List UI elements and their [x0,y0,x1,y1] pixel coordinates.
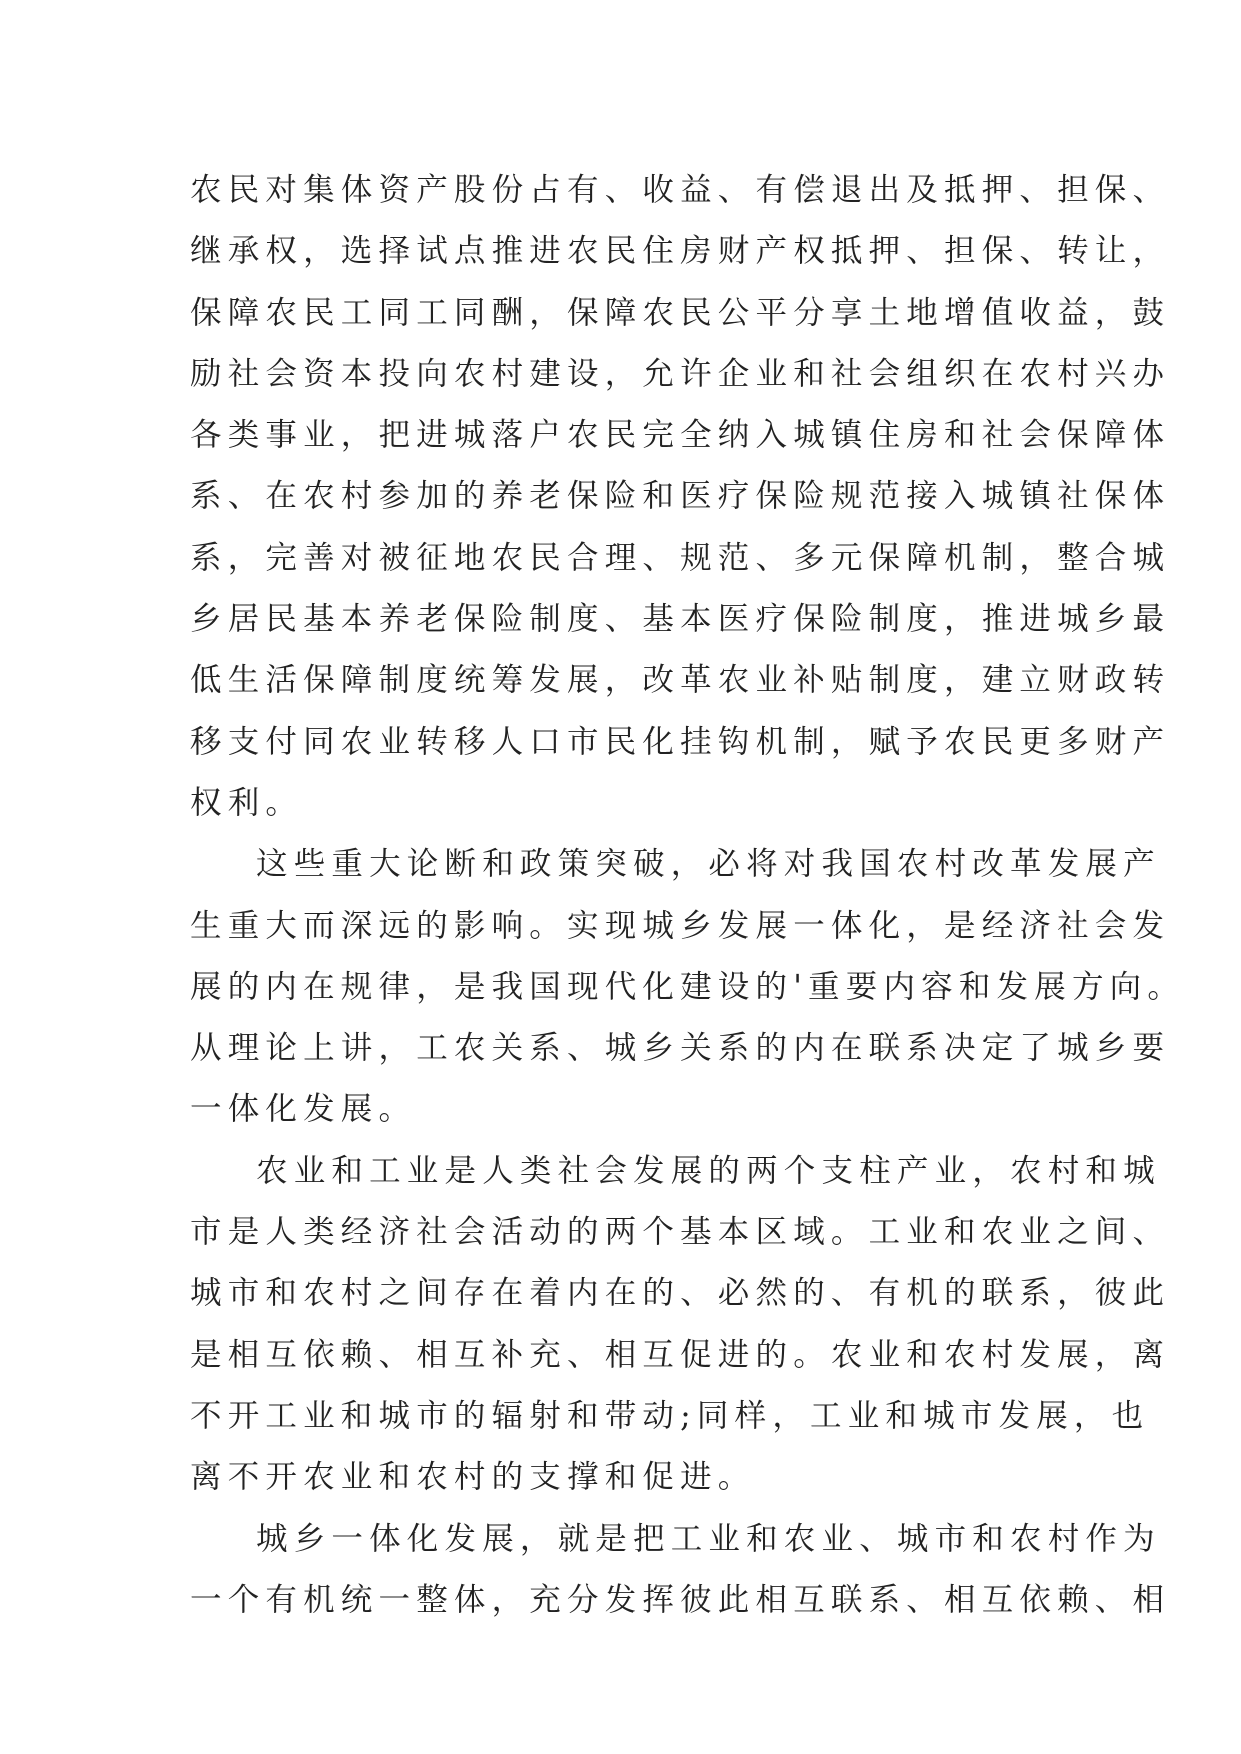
text-line: 乡居民基本养老保险制度、基本医疗保险制度，推进城乡最 [190,601,1171,638]
text-line: 一体化发展。 [190,1091,417,1128]
text-line: 励社会资本投向农村建设，允许企业和社会组织在农村兴办 [190,355,1171,392]
text-line: 权利。 [190,784,304,821]
text-line: 系、在农村参加的养老保险和医疗保险规范接入城镇社保体 [190,478,1171,515]
text-line: 农业和工业是人类社会发展的两个支柱产业，农村和城 [256,1152,1161,1189]
text-line: 城市和农村之间存在着内在的、必然的、有机的联系，彼此 [190,1275,1171,1312]
document-body [190,160,1186,1631]
text-line: 一个有机统一整体，充分发挥彼此相互联系、相互依赖、相 [190,1581,1171,1618]
text-line: 系，完善对被征地农民合理、规范、多元保障机制，整合城 [190,539,1171,576]
text-line: 移支付同农业转移人口市民化挂钩机制，赋予农民更多财产 [190,723,1171,760]
text-line: 从理论上讲，工农关系、城乡关系的内在联系决定了城乡要 [190,1030,1171,1067]
paragraph-4 [190,1509,1171,1632]
text-line: 不开工业和城市的辐射和带动;同样，工业和城市发展，也 [190,1397,1150,1434]
text-line: 城乡一体化发展，就是把工业和农业、城市和农村作为 [256,1520,1161,1557]
text-line: 农民对集体资产股份占有、收益、有偿退出及抵押、担保、 [190,172,1171,208]
text-line: 这些重大论断和政策突破，必将对我国农村改革发展产 [256,846,1161,883]
paragraph-3 [190,1141,1171,1509]
paragraph-1 [190,160,1171,834]
text-line: 生重大而深远的影响。实现城乡发展一体化，是经济社会发 [190,907,1171,944]
text-line: 各类事业，把进城落户农民完全纳入城镇住房和社会保障体 [190,417,1171,454]
text-line: 低生活保障制度统筹发展，改革农业补贴制度，建立财政转 [190,662,1171,699]
text-line: 展的内在规律，是我国现代化建设的'重要内容和发展方向。 [190,968,1186,1005]
text-line: 保障农民工同工同酬，保障农民公平分享土地增值收益，鼓 [190,294,1171,331]
text-line: 是相互依赖、相互补充、相互促进的。农业和农村发展，离 [190,1336,1171,1373]
paragraph-2 [190,834,1186,1140]
text-line: 离不开农业和农村的支撑和促进。 [190,1459,756,1496]
text-line: 继承权，选择试点推进农民住房财产权抵押、担保、转让， [190,233,1171,270]
text-line: 市是人类经济社会活动的两个基本区域。工业和农业之间、 [190,1214,1171,1251]
